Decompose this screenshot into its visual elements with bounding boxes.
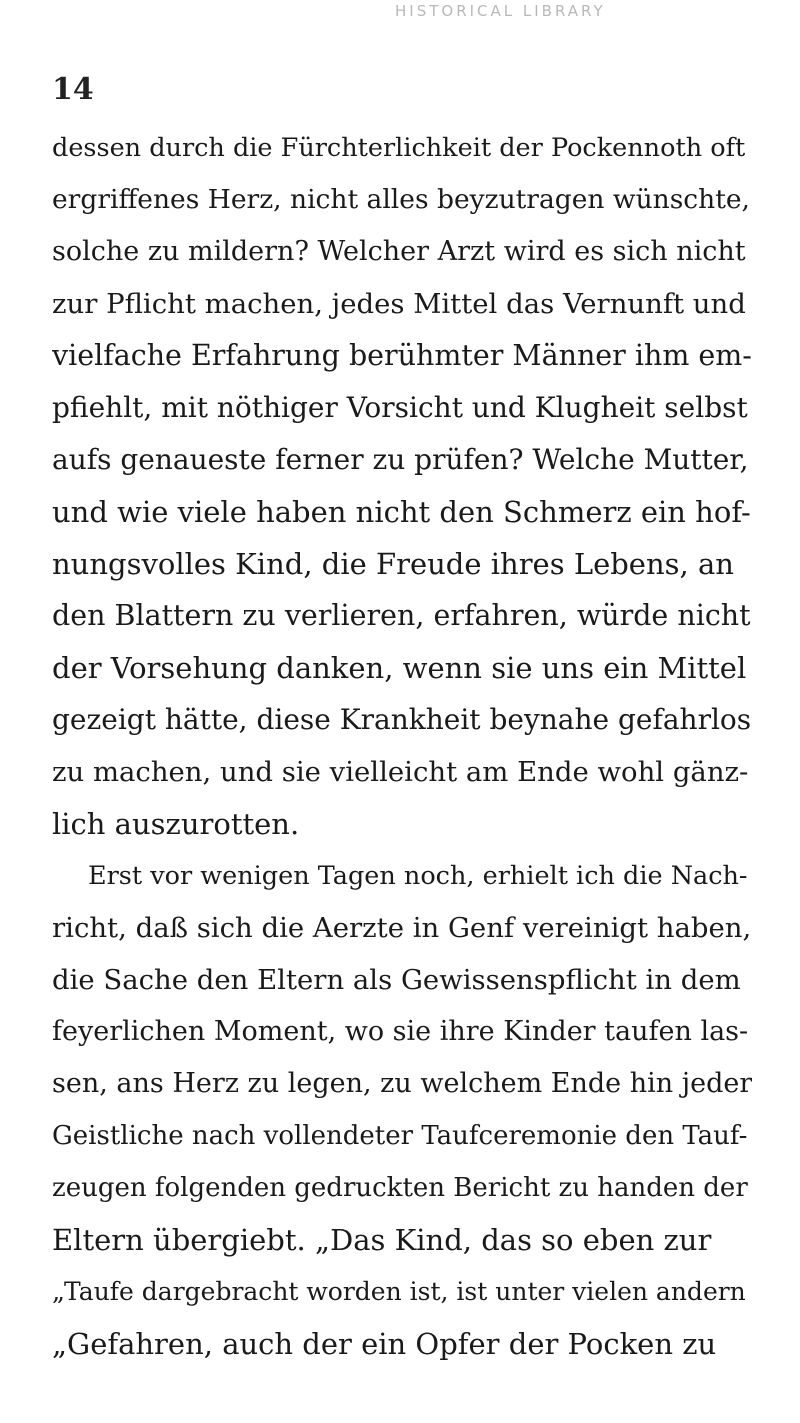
- text-line: ergriffenes Herz, nicht alles beyzutragen wünschte,: [52, 184, 750, 215]
- text-line: vielfache Erfahrung berühmter Männer ihm em-: [52, 339, 752, 372]
- text-line: dessen durch die Fürchterlichkeit der Pockennoth oft: [52, 133, 746, 163]
- text-line: richt, daß sich die Aerzte in Genf vereinigt haben,: [52, 912, 752, 944]
- text-line: zur Pflicht machen, jedes Mittel das Vernunft und: [52, 288, 746, 320]
- page-number: 14: [52, 72, 94, 107]
- text-line: lich auszurotten.: [52, 807, 300, 841]
- text-line: der Vorsehung danken, wenn sie uns ein Mittel: [52, 651, 747, 685]
- text-line: Geistliche nach vollendeter Taufceremonie den Tauf-: [52, 1121, 748, 1151]
- text-line: Erst vor wenigen Tagen noch, erhielt ich die Nach-: [88, 861, 748, 891]
- body-text: [52, 122, 752, 1370]
- library-stamp: HISTORICAL LIBRARY: [395, 2, 606, 20]
- text-line: zeugen folgenden gedruckten Bericht zu handen der: [52, 1173, 748, 1203]
- text-line: solche zu mildern? Welcher Arzt wird es sich nicht: [52, 236, 746, 267]
- text-line: „Taufe dargebracht worden ist, ist unter vielen andern: [52, 1277, 746, 1306]
- text-line: Eltern übergiebt. „Das Kind, das so eben zur: [52, 1223, 712, 1257]
- text-line: sen, ans Herz zu legen, zu welchem Ende hin jeder: [52, 1068, 752, 1099]
- text-line: zu machen, und sie vielleicht am Ende wohl gänz-: [52, 756, 749, 788]
- text-line: und wie viele haben nicht den Schmerz ein hof-: [52, 495, 751, 529]
- text-line: pfiehlt, mit nöthiger Vorsicht und Klugheit selbst: [52, 391, 748, 424]
- text-line: aufs genaueste ferner zu prüfen? Welche Mutter,: [52, 443, 749, 476]
- text-line: den Blattern zu verlieren, erfahren, würde nicht: [52, 599, 751, 632]
- text-line: nungsvolles Kind, die Freude ihres Lebens, an: [52, 547, 734, 581]
- text-line: feyerlichen Moment, wo sie ihre Kinder taufen las-: [52, 1016, 749, 1047]
- text-line: die Sache den Eltern als Gewissenspflicht in dem: [52, 964, 741, 996]
- text-line: „Gefahren, auch der ein Opfer der Pocken zu: [52, 1327, 717, 1361]
- text-line: gezeigt hätte, diese Krankheit beynahe gefahrlos: [52, 703, 752, 736]
